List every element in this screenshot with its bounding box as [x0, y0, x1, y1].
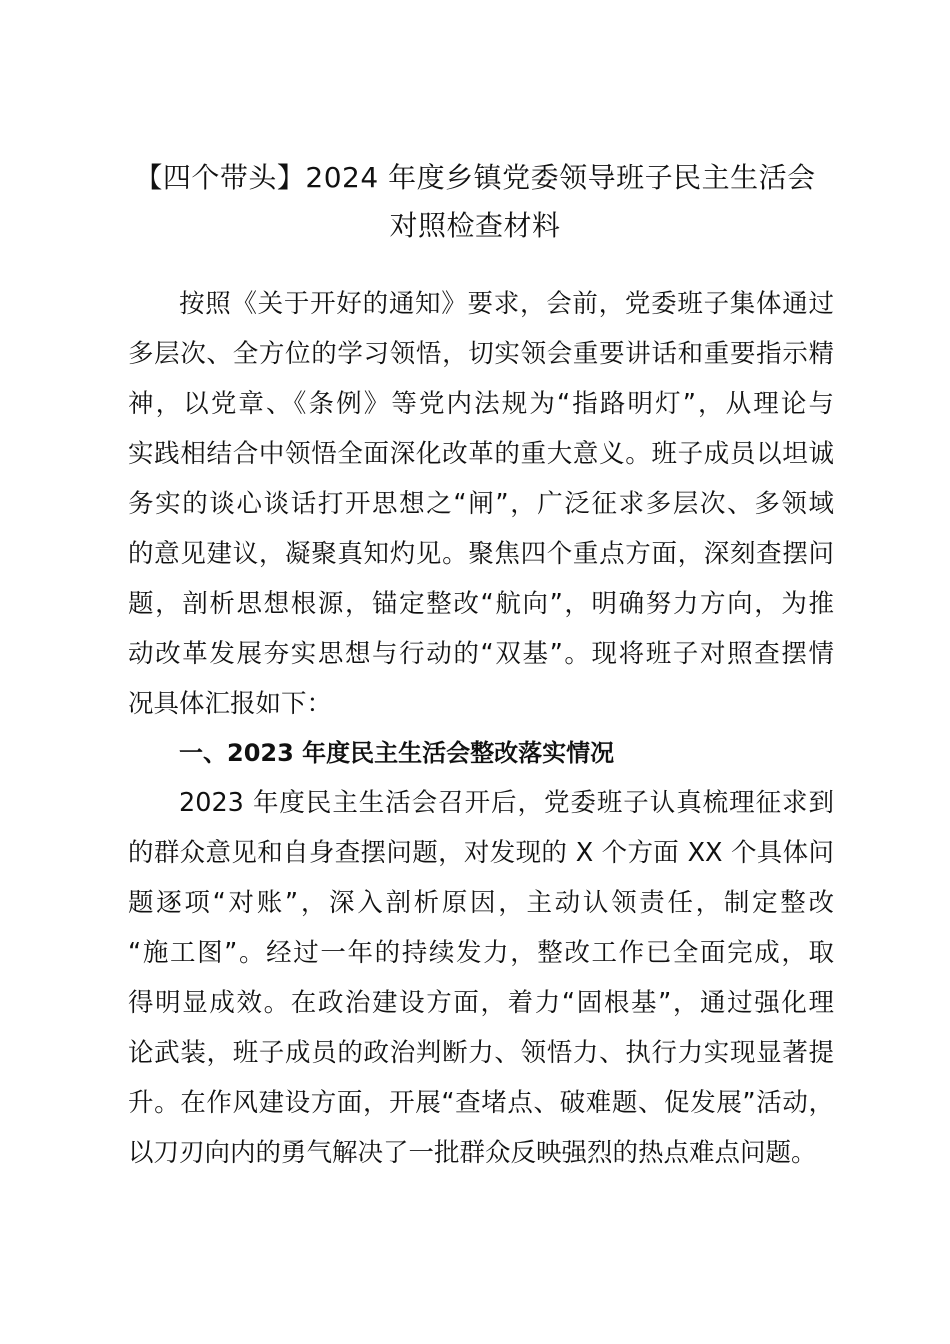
paragraph-line: 2023 年度民主生活会召开后，党委班子认真梳理征求到 [179, 788, 834, 818]
paragraph-line: 题，剖析思想根源，锚定整改“航向”，明确努力方向，为推 [128, 589, 834, 619]
paragraph-line: 实践相结合中领悟全面深化改革的重大意义。班子成员以坦诚 [128, 439, 834, 469]
section-heading: 一、2023 年度民主生活会整改落实情况 [179, 739, 615, 767]
paragraph-line: 得明显成效。在政治建设方面，着力“固根基”，通过强化理 [128, 988, 834, 1018]
title-line-1: 【四个带头】2024 年度乡镇党委领导班子民主生活会 [134, 161, 816, 194]
paragraph-line: 务实的谈心谈话打开思想之“闸”，广泛征求多层次、多领域 [128, 489, 834, 519]
paragraph-line: 题逐项“对账”，深入剖析原因，主动认领责任，制定整改 [128, 888, 834, 918]
paragraph-line: 论武装，班子成员的政治判断力、领悟力、执行力实现显著提 [128, 1038, 834, 1068]
paragraph-line: 的群众意见和自身查摆问题，对发现的 X 个方面 XX 个具体问 [128, 838, 834, 868]
paragraph-line: 以刀刃向内的勇气解决了一批群众反映强烈的热点难点问题。 [128, 1138, 817, 1168]
paragraph-line: 况具体汇报如下： [128, 689, 333, 719]
document-title [100, 154, 850, 250]
paragraph-line: 多层次、全方位的学习领悟，切实领会重要讲话和重要指示精 [128, 339, 834, 369]
paragraph-line: 动改革发展夯实思想与行动的“双基”。现将班子对照查摆情 [128, 639, 834, 669]
paragraph-rectification [128, 778, 834, 1178]
paragraph-line: 的意见建议，凝聚真知灼见。聚焦四个重点方面，深刻查摆问 [128, 539, 834, 569]
paragraph-line: 神，以党章、《条例》等党内法规为“指路明灯”，从理论与 [128, 389, 834, 419]
paragraph-line: “施工图”。经过一年的持续发力，整改工作已全面完成，取 [128, 938, 834, 968]
paragraph-intro [128, 279, 834, 729]
paragraph-line: 按照《关于开好的通知》要求，会前，党委班子集体通过 [179, 289, 834, 319]
title-line-2: 对照检查材料 [389, 209, 561, 242]
paragraph-line: 升。在作风建设方面，开展“查堵点、破难题、促发展”活动， [128, 1088, 834, 1118]
